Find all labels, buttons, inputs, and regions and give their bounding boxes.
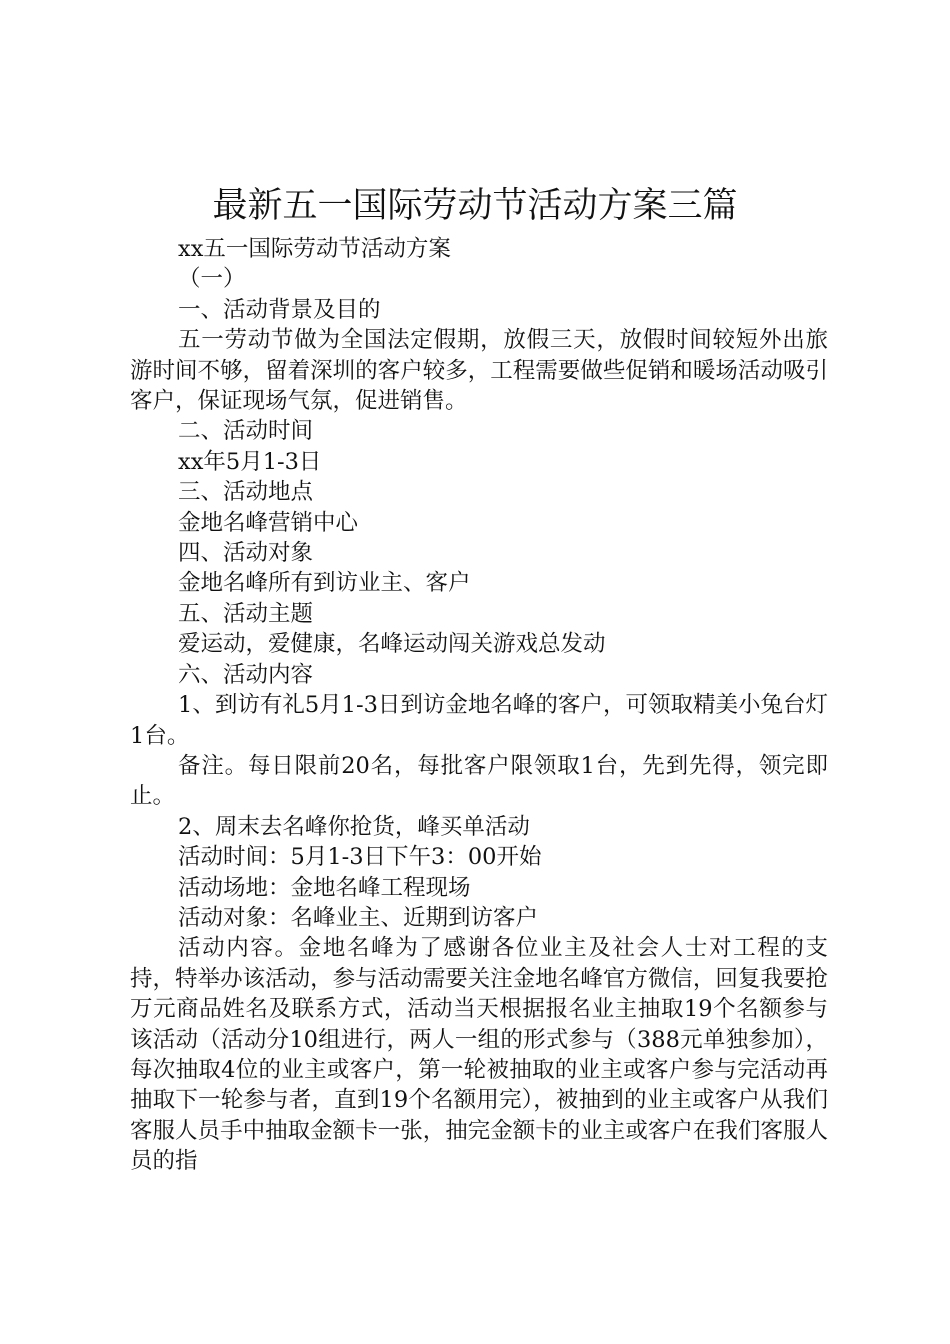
activity-theme: 爱运动，爱健康，名峰运动闯关游戏总发动: [178, 631, 606, 658]
activity-audience: 金地名峰所有到访业主、客户: [178, 570, 471, 597]
part-marker: （一）: [178, 266, 246, 293]
section-heading-content: 六、活动内容: [178, 661, 314, 688]
section-heading-theme: 五、活动主题: [178, 600, 314, 627]
section-heading-background: 一、活动背景及目的: [178, 296, 381, 323]
content-item-2-venue: 活动场地：金地名峰工程现场: [178, 874, 471, 901]
section-heading-time: 二、活动时间: [178, 418, 314, 445]
section-heading-location: 三、活动地点: [178, 479, 314, 506]
content-note: 备注。每日限前20名，每批客户限领取1台，先到先得，领完即止。: [130, 752, 828, 810]
content-item-2-audience: 活动对象：名峰业主、近期到访客户: [178, 904, 539, 931]
background-paragraph: 五一劳动节做为全国法定假期，放假三天，放假时间较短外出旅游时间不够，留着深圳的客户较多，工程需要做些促销和暖场活动吸引客户，保证现场气氛，促进销售。: [130, 327, 828, 415]
activity-date: xx年5月1-3日: [178, 448, 322, 475]
subtitle-line: xx五一国际劳动节活动方案: [178, 236, 451, 262]
content-item-2-heading: 2、周末去名峰你抢货，峰买单活动: [178, 813, 530, 840]
content-item-1: 1、到访有礼5月1-3日到访金地名峰的客户，可领取精美小兔台灯1台。: [130, 692, 828, 749]
content-item-2-time: 活动时间：5月1-3日下午3：00开始: [178, 844, 542, 871]
activity-location: 金地名峰营销中心: [178, 509, 359, 536]
document-title: 最新五一国际劳动节活动方案三篇: [212, 186, 738, 226]
section-heading-audience: 四、活动对象: [178, 540, 314, 567]
content-item-2-details: 活动内容。金地名峰为了感谢各位业主及社会人士对工程的支持，特举办该活动，参与活动需要关注金地名峰官方微信，回复我要抢万元商品姓名及联系方式，活动当天根据报名业主抽取19个名额参与该活动（活动分10组进行，两人一组的形式参与（388元单独参加），每次抽取4位的业主或客户，第一轮被抽取的业主或客户参与完活动再抽取下一轮参与者，直到19个名额用完），被抽到的业主或客户从我们客服人员手中抽取金额卡一张，抽完金额卡的业主或客户在我们客服人员的指: [130, 935, 828, 1175]
document-body: [130, 234, 828, 1177]
